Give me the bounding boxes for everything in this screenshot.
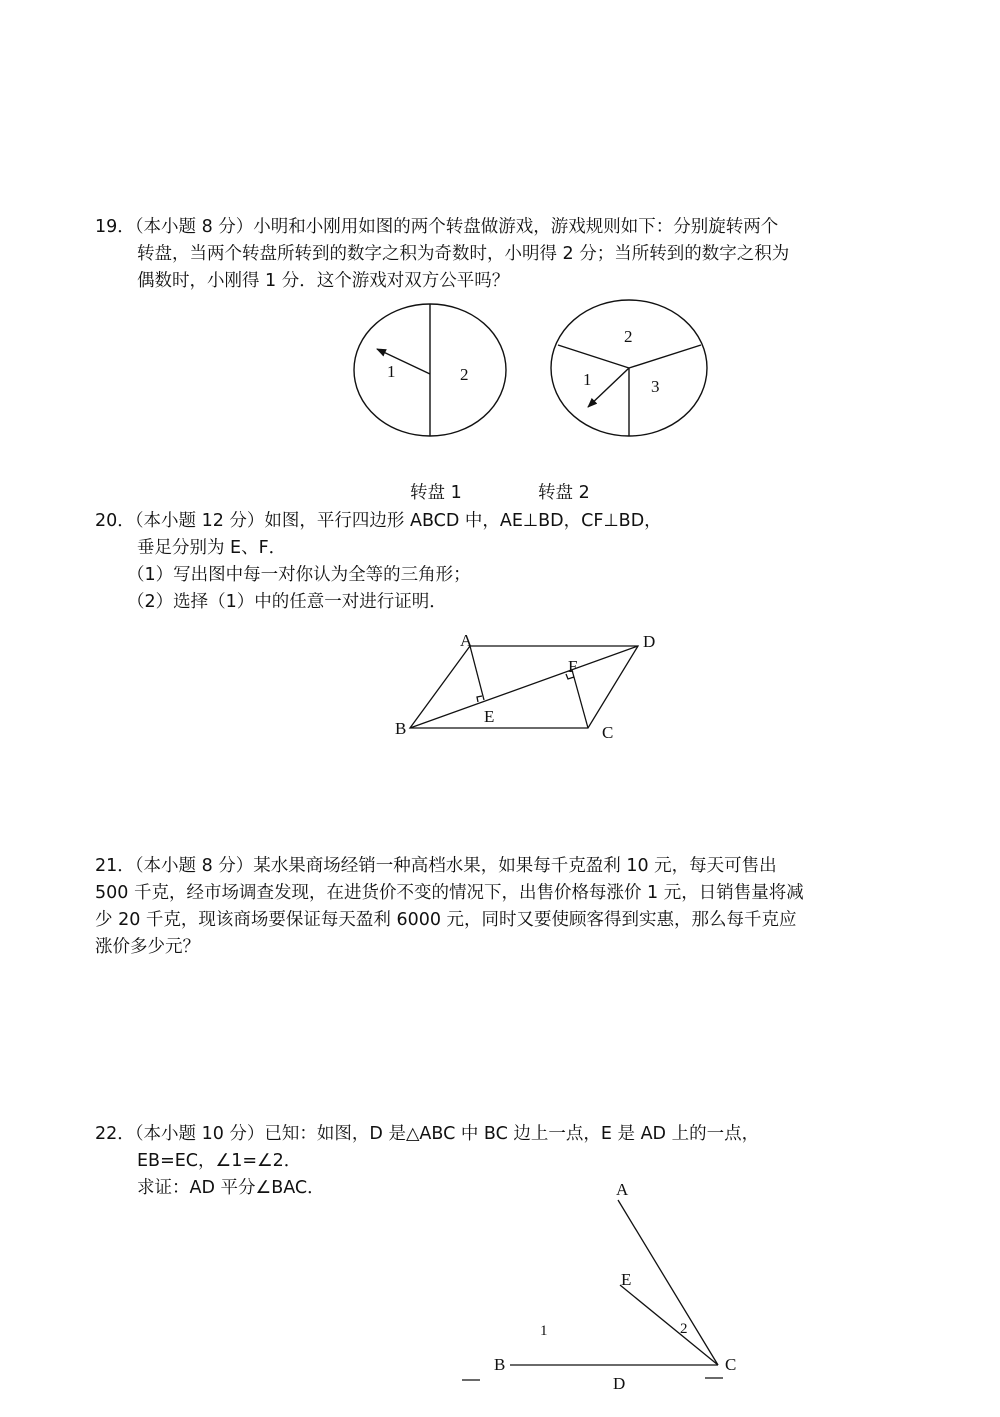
point-label-e: E [621, 1270, 632, 1289]
diagonal-bd [410, 646, 638, 728]
spinner-1-label-1: 1 [387, 362, 396, 381]
q21-line-1: 21．（本小题 8 分）某水果商场经销一种高档水果，如果每千克盈利 10 元，每天可售出 [95, 856, 777, 876]
spinner-2-caption: 转盘 2 [538, 483, 590, 503]
q22-line-1: 22．（本小题 10 分）已知：如图，D 是△ABC 中 BC 边上一点，E 是 AD 上的一点， [95, 1124, 760, 1144]
spinner-2-divider-left [558, 345, 629, 368]
q21-line-4: 涨价多少元？ [95, 937, 200, 957]
segment-ec [620, 1285, 718, 1365]
right-angle-e [477, 696, 482, 702]
q20-line-3: （1）写出图中每一对你认为全等的三角形； [127, 565, 471, 585]
segment-ac [618, 1200, 718, 1365]
spinner-2 [551, 300, 707, 436]
angle-label-2: 2 [680, 1321, 688, 1337]
point-label-c: C [725, 1355, 737, 1374]
q19-line-2: 转盘，当两个转盘所转到的数字之积为奇数时，小明得 2 分；当所转到的数字之积为 [137, 244, 790, 264]
spinner-1-arrow [377, 349, 430, 374]
point-label-d: D [643, 632, 656, 651]
parallelogram-figure [380, 620, 680, 750]
point-label-b: B [494, 1355, 506, 1374]
angle-label-1: 1 [540, 1323, 548, 1339]
q20-line-4: （2）选择（1）中的任意一对进行证明． [127, 592, 447, 612]
point-label-a: A [460, 631, 473, 650]
spinner-1 [354, 304, 506, 436]
q20-line-2: 垂足分别为 E、F． [137, 538, 287, 558]
spinners-figure [340, 300, 720, 450]
spinner-2-label-3: 3 [651, 377, 660, 396]
q20-line-1: 20．（本小题 12 分）如图，平行四边形 ABCD 中，AE⊥BD，CF⊥BD， [95, 511, 662, 531]
spinner-2-label-1: 1 [583, 370, 592, 389]
q22-line-2: EB=EC，∠1=∠2． [137, 1151, 302, 1171]
point-label-b: B [395, 719, 407, 738]
q21-line-2: 500 千克，经市场调查发现，在进货价不变的情况下，出售价格每涨价 1 元，日销售量将减 [95, 883, 804, 903]
segment-ae [470, 646, 484, 700]
point-label-e: E [484, 707, 495, 726]
spinner-2-label-2: 2 [624, 327, 633, 346]
point-label-f: F [568, 657, 578, 676]
triangle-figure [450, 1170, 760, 1400]
spinner-2-divider-right [629, 345, 701, 368]
point-label-c: C [602, 723, 614, 742]
q19-line-1: 19．（本小题 8 分）小明和小刚用如图的两个转盘做游戏，游戏规则如下：分别旋转两个 [95, 217, 779, 237]
q19-line-3: 偶数时，小刚得 1 分．这个游戏对双方公平吗？ [137, 271, 510, 291]
spinner-1-label-2: 2 [460, 365, 469, 384]
point-label-d: D [613, 1374, 626, 1393]
spinner-2-arrow [588, 368, 629, 407]
q21-line-3: 少 20 千克，现该商场要保证每天盈利 6000 元，同时又要使顾客得到实惠，那么每千克应 [95, 910, 797, 930]
q22-line-3: 求证：AD 平分∠BAC． [137, 1178, 325, 1198]
segment-cf [572, 670, 588, 728]
spinner-1-caption: 转盘 1 [410, 483, 462, 503]
point-label-a: A [616, 1180, 629, 1199]
